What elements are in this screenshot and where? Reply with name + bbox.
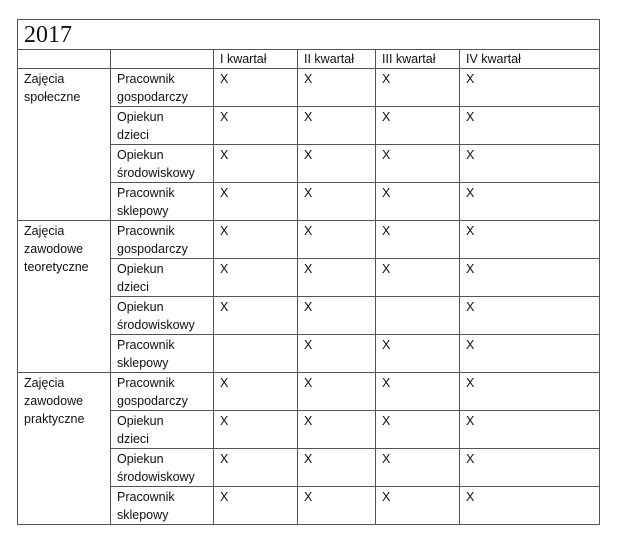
mark-cell-q2: X (298, 335, 376, 373)
mark-cell-q4: X (460, 411, 600, 449)
role-label: dzieci (117, 432, 149, 446)
role-label: sklepowy (117, 356, 169, 370)
mark-cell-q2: X (298, 183, 376, 221)
role-label: dzieci (117, 280, 149, 294)
mark-cell-q2: X (298, 411, 376, 449)
mark-cell-q1: X (214, 259, 298, 297)
role-label: środowiskowy (117, 318, 195, 332)
mark-cell-q4: X (460, 259, 600, 297)
group-label: Zajęcia (24, 376, 65, 390)
table-title: 2017 (18, 20, 600, 50)
role-label: Opiekun (117, 148, 164, 162)
mark-cell-q2: X (298, 449, 376, 487)
mark-cell-q2: X (298, 259, 376, 297)
group-label: Zajęcia (24, 224, 65, 238)
table-row (18, 221, 600, 259)
group-label: zawodowe (24, 394, 84, 408)
role-label: sklepowy (117, 204, 169, 218)
role-label: gospodarczy (117, 90, 188, 104)
mark-cell-q4: X (460, 449, 600, 487)
group-label: społeczne (24, 90, 81, 104)
mark-cell-q3 (376, 297, 460, 335)
schedule-table (17, 19, 600, 525)
header-q3: III kwartał (376, 50, 460, 69)
role-label: Opiekun (117, 262, 164, 276)
group-label-cell (18, 221, 111, 373)
table-row (18, 373, 600, 411)
mark-cell-q2: X (298, 297, 376, 335)
mark-cell-q4: X (460, 221, 600, 259)
group-label: teoretyczne (24, 260, 89, 274)
role-cell (111, 449, 214, 487)
role-label: środowiskowy (117, 470, 195, 484)
mark-cell-q1: X (214, 449, 298, 487)
role-label: gospodarczy (117, 242, 188, 256)
mark-cell-q4: X (460, 297, 600, 335)
role-cell (111, 69, 214, 107)
mark-cell-q4: X (460, 335, 600, 373)
mark-cell-q3: X (376, 487, 460, 525)
role-label: Opiekun (117, 414, 164, 428)
role-cell (111, 221, 214, 259)
mark-cell-q3: X (376, 69, 460, 107)
role-cell (111, 335, 214, 373)
mark-cell-q1: X (214, 69, 298, 107)
header-q1: I kwartał (214, 50, 298, 69)
mark-cell-q1: X (214, 411, 298, 449)
role-label: sklepowy (117, 508, 169, 522)
role-cell (111, 107, 214, 145)
role-label: gospodarczy (117, 394, 188, 408)
header-cell (18, 50, 111, 69)
mark-cell-q1: X (214, 373, 298, 411)
role-cell (111, 411, 214, 449)
mark-cell-q4: X (460, 145, 600, 183)
header-cell (111, 50, 214, 69)
header-row (18, 50, 600, 69)
role-label: Pracownik (117, 186, 175, 200)
mark-cell-q1: X (214, 145, 298, 183)
group-label: Zajęcia (24, 72, 65, 86)
header-q2: II kwartał (298, 50, 376, 69)
mark-cell-q3: X (376, 335, 460, 373)
group-label-cell (18, 69, 111, 221)
mark-cell-q2: X (298, 373, 376, 411)
mark-cell-q4: X (460, 183, 600, 221)
role-cell (111, 373, 214, 411)
role-label: Pracownik (117, 490, 175, 504)
role-cell (111, 183, 214, 221)
mark-cell-q4: X (460, 373, 600, 411)
mark-cell-q3: X (376, 259, 460, 297)
mark-cell-q1: X (214, 183, 298, 221)
role-label: Pracownik (117, 338, 175, 352)
role-label: Opiekun (117, 110, 164, 124)
mark-cell-q4: X (460, 107, 600, 145)
mark-cell-q1: X (214, 297, 298, 335)
group-label: zawodowe (24, 242, 84, 256)
table-row (18, 69, 600, 107)
mark-cell-q1: X (214, 487, 298, 525)
group-label: praktyczne (24, 412, 85, 426)
mark-cell-q2: X (298, 221, 376, 259)
role-label: Opiekun (117, 452, 164, 466)
mark-cell-q3: X (376, 145, 460, 183)
group-label-cell (18, 373, 111, 525)
role-cell (111, 297, 214, 335)
mark-cell-q1 (214, 335, 298, 373)
mark-cell-q2: X (298, 487, 376, 525)
mark-cell-q1: X (214, 107, 298, 145)
mark-cell-q1: X (214, 221, 298, 259)
role-cell (111, 259, 214, 297)
mark-cell-q3: X (376, 107, 460, 145)
role-label: środowiskowy (117, 166, 195, 180)
role-label: Pracownik (117, 224, 175, 238)
mark-cell-q2: X (298, 69, 376, 107)
mark-cell-q3: X (376, 411, 460, 449)
role-cell (111, 145, 214, 183)
role-label: Pracownik (117, 72, 175, 86)
mark-cell-q3: X (376, 221, 460, 259)
mark-cell-q2: X (298, 107, 376, 145)
mark-cell-q4: X (460, 487, 600, 525)
role-label: Pracownik (117, 376, 175, 390)
role-label: Opiekun (117, 300, 164, 314)
mark-cell-q4: X (460, 69, 600, 107)
role-cell (111, 487, 214, 525)
role-label: dzieci (117, 128, 149, 142)
mark-cell-q3: X (376, 373, 460, 411)
mark-cell-q2: X (298, 145, 376, 183)
mark-cell-q3: X (376, 449, 460, 487)
header-q4: IV kwartał (460, 50, 600, 69)
mark-cell-q3: X (376, 183, 460, 221)
